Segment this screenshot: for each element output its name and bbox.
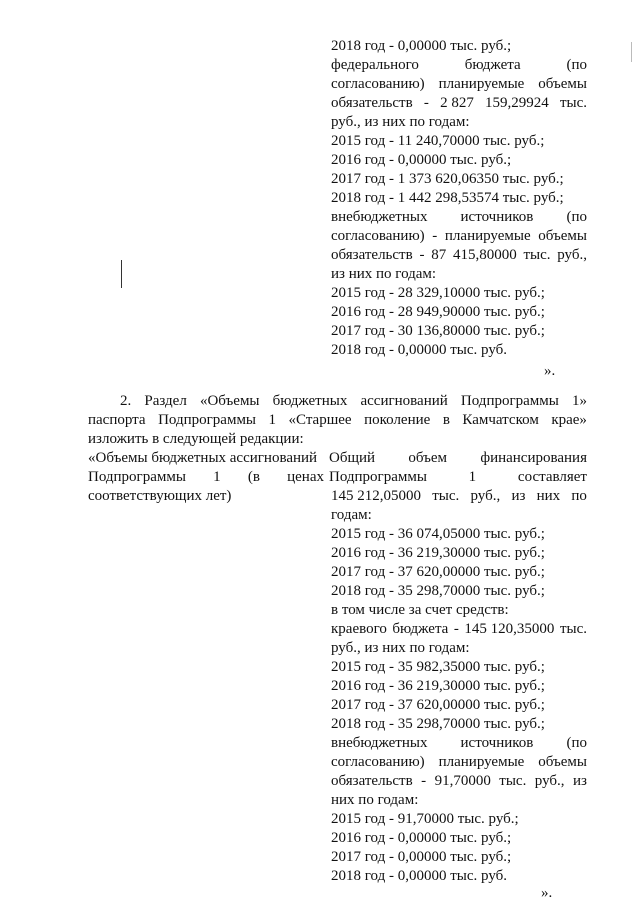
text-line: 2018 год - 0,00000 тыс. руб. bbox=[331, 342, 508, 358]
word: Камчатском bbox=[462, 412, 539, 428]
word: объемы bbox=[538, 228, 587, 244]
text-line: 2016 год - 28 949,90000 тыс. руб.; bbox=[331, 304, 545, 320]
word: внебюджетных bbox=[331, 209, 428, 225]
word: планируемые bbox=[438, 754, 525, 770]
text-line: 2017 год - 30 136,80000 тыс. руб.; bbox=[331, 323, 545, 339]
word: «Объемы bbox=[199, 393, 260, 409]
right-col-line: годам: bbox=[331, 507, 372, 523]
word: - bbox=[453, 621, 459, 637]
right-col-line: них по годам: bbox=[331, 792, 419, 808]
right-col-line: 2016 год - 36 219,30000 тыс. руб.; bbox=[331, 545, 545, 561]
word: 145 212,05000 bbox=[331, 488, 421, 504]
word: «Старшее bbox=[288, 412, 352, 428]
word: обязательств bbox=[331, 247, 413, 263]
word: объемы bbox=[538, 754, 587, 770]
word: тыс. bbox=[499, 773, 527, 789]
word: крае» bbox=[551, 412, 587, 428]
word: бюджета bbox=[464, 57, 521, 73]
word: объемы bbox=[538, 76, 587, 92]
left-col-line-justified bbox=[88, 468, 324, 487]
text-line: 2018 год - 0,00000 тыс. руб.; bbox=[331, 38, 512, 54]
word: 159,29924 bbox=[485, 95, 549, 111]
right-col-line: 2015 год - 35 982,35000 тыс. руб.; bbox=[331, 659, 545, 675]
text-line-justified bbox=[331, 208, 587, 227]
text-line: из них по годам: bbox=[331, 266, 437, 282]
word: в bbox=[442, 412, 450, 428]
word: 1» bbox=[571, 393, 587, 409]
word: 1 bbox=[468, 469, 477, 485]
right-col-line-justified bbox=[331, 487, 587, 506]
word: тыс. bbox=[432, 488, 460, 504]
right-col-line-justified bbox=[331, 772, 587, 791]
word: Общий bbox=[329, 450, 376, 466]
right-col-line: 2016 год - 0,00000 тыс. руб.; bbox=[331, 830, 512, 846]
word: согласованию) bbox=[331, 76, 425, 92]
word: Подпрограммы bbox=[158, 412, 257, 428]
right-col-line: 2017 год - 37 620,00000 тыс. руб.; bbox=[331, 697, 545, 713]
right-col-line: 2018 год - 35 298,70000 тыс. руб.; bbox=[331, 583, 545, 599]
left-col-line: соответствующих лет) bbox=[88, 488, 232, 504]
text-line: 2015 год - 28 329,10000 тыс. руб.; bbox=[331, 285, 545, 301]
word: (по bbox=[566, 209, 587, 225]
word: из bbox=[511, 488, 526, 504]
word: (в bbox=[247, 469, 260, 485]
right-col-line: 2018 год - 0,00000 тыс. руб. bbox=[331, 868, 508, 884]
text-line: 2017 год - 1 373 620,06350 тыс. руб.; bbox=[331, 171, 564, 187]
word: источников bbox=[460, 209, 534, 225]
paragraph-line: изложить в следующей редакции: bbox=[88, 431, 304, 447]
text-line-justified bbox=[331, 75, 587, 94]
word: по bbox=[571, 488, 587, 504]
right-col-line: 2016 год - 36 219,30000 тыс. руб.; bbox=[331, 678, 545, 694]
right-col-line: 2018 год - 35 298,70000 тыс. руб.; bbox=[331, 716, 545, 732]
word: планируемые bbox=[438, 76, 525, 92]
word: планируемые bbox=[444, 228, 531, 244]
word: объем bbox=[408, 450, 448, 466]
word: тыс. bbox=[559, 621, 587, 637]
text-line: 2016 год - 0,00000 тыс. руб.; bbox=[331, 152, 512, 168]
word: 2. bbox=[120, 393, 132, 409]
word: - bbox=[419, 247, 425, 263]
text-line-justified bbox=[331, 94, 587, 113]
word: поколение bbox=[364, 412, 431, 428]
word: 145 120,35000 bbox=[464, 621, 555, 637]
closing-quote: ». bbox=[544, 363, 556, 379]
right-col-line-justified bbox=[329, 449, 587, 468]
right-col-line: 2015 год - 91,70000 тыс. руб.; bbox=[331, 811, 519, 827]
text-line: 2018 год - 1 442 298,53574 тыс. руб.; bbox=[331, 190, 564, 206]
word: паспорта bbox=[88, 412, 146, 428]
text-line-justified bbox=[331, 227, 587, 246]
word: федерального bbox=[331, 57, 419, 73]
word: - bbox=[423, 95, 429, 111]
word: бюджетных bbox=[272, 393, 348, 409]
right-col-line: руб., из них по годам: bbox=[331, 640, 470, 656]
right-col-line-justified bbox=[329, 468, 587, 487]
right-col-line: 2017 год - 0,00000 тыс. руб.; bbox=[331, 849, 512, 865]
word: согласованию) bbox=[331, 754, 425, 770]
word: ценах bbox=[287, 469, 324, 485]
word: 1 bbox=[268, 412, 277, 428]
right-col-line: 2015 год - 36 074,05000 тыс. руб.; bbox=[331, 526, 545, 542]
word: финансирования bbox=[480, 450, 587, 466]
word: руб., bbox=[470, 488, 501, 504]
word: - bbox=[432, 228, 438, 244]
margin-mark bbox=[631, 42, 632, 62]
word: Подпрограммы bbox=[460, 393, 559, 409]
word: (по bbox=[566, 735, 587, 751]
word: 91,70000 bbox=[434, 773, 491, 789]
word: Раздел bbox=[144, 393, 187, 409]
word: тыс. bbox=[559, 95, 587, 111]
word: 1 bbox=[213, 469, 221, 485]
closing-quote: ». bbox=[541, 885, 553, 901]
paragraph-line bbox=[120, 392, 587, 411]
text-line-justified bbox=[331, 246, 587, 265]
word: них bbox=[536, 488, 561, 504]
word: Подпрограммы bbox=[88, 469, 186, 485]
word: (по bbox=[566, 57, 587, 73]
text-line: 2015 год - 11 240,70000 тыс. руб.; bbox=[331, 133, 545, 149]
text-line-justified bbox=[331, 56, 587, 75]
word: 2 827 bbox=[440, 95, 474, 111]
word: Подпрограммы bbox=[329, 469, 427, 485]
right-col-line-justified bbox=[331, 753, 587, 772]
word: обязательств bbox=[331, 95, 413, 111]
text-line: руб., из них по годам: bbox=[331, 114, 470, 130]
word: внебюджетных bbox=[331, 735, 428, 751]
word: из bbox=[573, 773, 587, 789]
left-col-line: «Объемы бюджетных ассигнований bbox=[88, 450, 318, 466]
word: бюджета bbox=[392, 621, 449, 637]
right-col-line-justified bbox=[331, 734, 587, 753]
word: составляет bbox=[517, 469, 587, 485]
word: руб., bbox=[534, 773, 565, 789]
right-col-line: 2017 год - 37 620,00000 тыс. руб.; bbox=[331, 564, 545, 580]
margin-bar bbox=[121, 260, 122, 288]
word: тыс. bbox=[523, 247, 551, 263]
right-col-line: в том числе за счет средств: bbox=[331, 602, 509, 618]
word: источников bbox=[460, 735, 534, 751]
word: 415,80000 bbox=[452, 247, 517, 263]
word: руб., bbox=[557, 247, 587, 263]
word: краевого bbox=[331, 621, 387, 637]
word: 87 bbox=[431, 247, 447, 263]
paragraph-line bbox=[88, 411, 587, 430]
word: согласованию) bbox=[331, 228, 425, 244]
word: - bbox=[421, 773, 427, 789]
right-col-line-justified bbox=[331, 620, 587, 639]
word: обязательств bbox=[331, 773, 413, 789]
word: ассигнований bbox=[360, 393, 448, 409]
